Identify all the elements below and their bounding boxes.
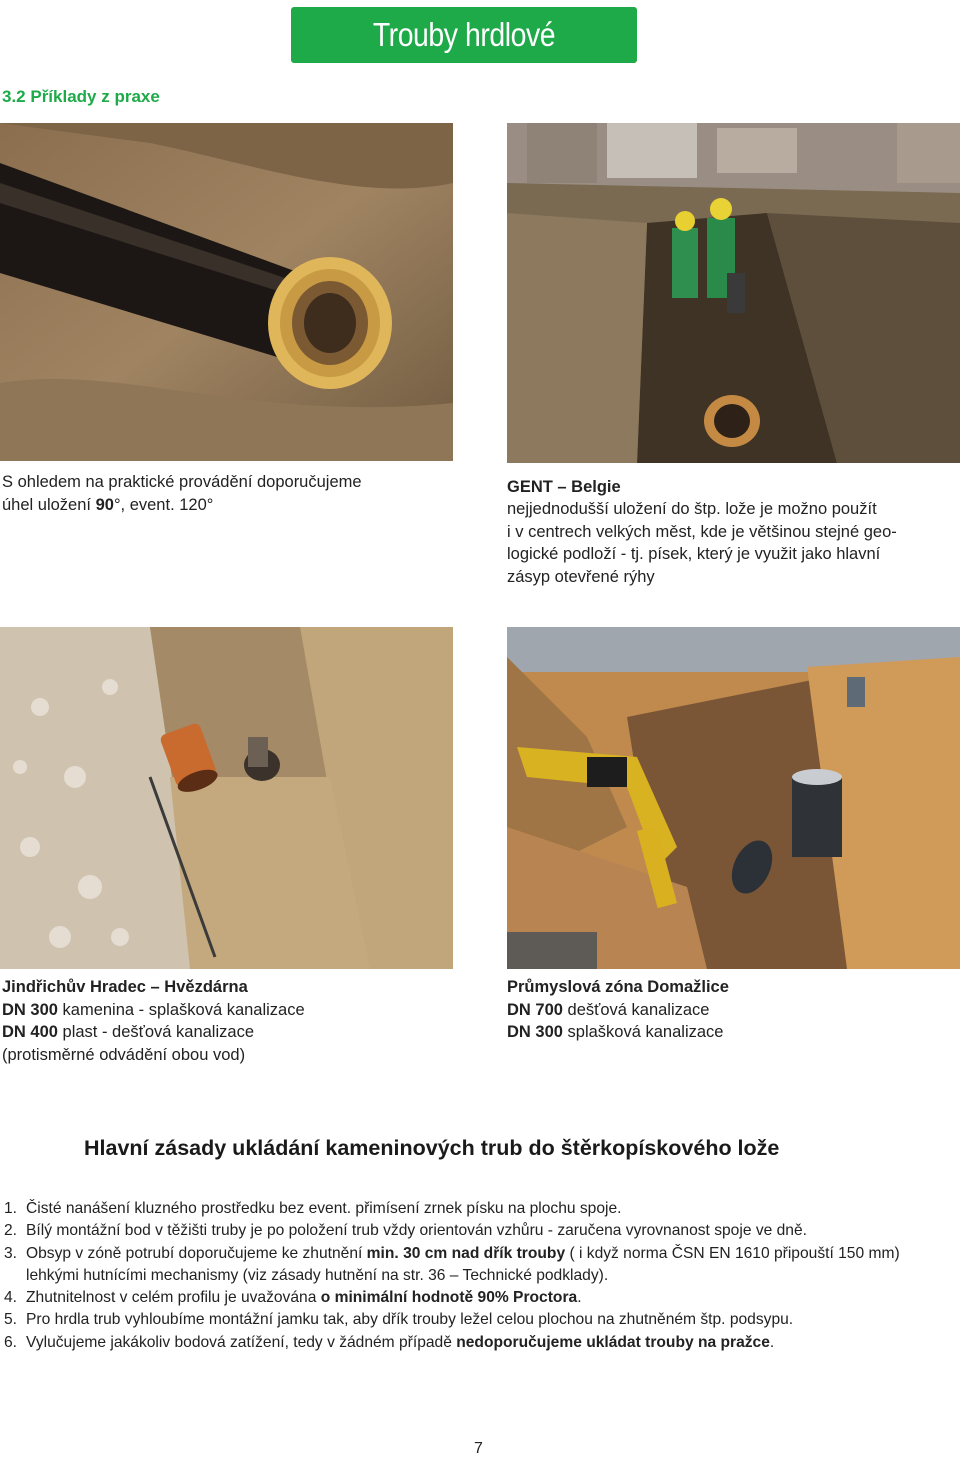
domazlice-trench-photo (507, 627, 960, 969)
gent-trench-photo (507, 123, 960, 463)
domazlice-caption-line: DN 300 splašková kanalizace (507, 1023, 724, 1041)
domazlice-caption-title: Průmyslová zóna Domažlice (507, 978, 729, 996)
domazlice-caption-line: DN 700 dešťová kanalizace (507, 1000, 710, 1019)
hradec-caption-line: DN 300 kamenina - splašková kanalizace (2, 1000, 305, 1019)
hradec-caption (2, 976, 442, 1066)
domazlice-caption (507, 976, 947, 1044)
section-heading: 3.2 Příklady z praxe (2, 87, 160, 106)
principles-list (4, 1198, 956, 1354)
page-number: 7 (474, 1440, 483, 1457)
principles-title: Hlavní zásady ukládání kameninových trub do štěrkopískového lože (84, 1136, 780, 1160)
list-item: 6. Vylučujeme jakákoliv bodová zatížení, tedy v žádném případě nedoporučujeme ukládat trouby na pražce. (4, 1333, 775, 1351)
page-title: Trouby hrdlové (372, 16, 556, 53)
list-item: 1. Čisté nanášení kluzného prostředku bez event. přimísení zrnek písku na plochu spoje. (4, 1200, 622, 1217)
hradec-caption-title: Jindřichův Hradec – Hvězdárna (2, 978, 248, 996)
gent-caption-line: nejjednodušší uložení do štp. lože je možno použít (507, 500, 877, 519)
list-item: 4. Zhutnitelnost v celém profilu je uvažována o minimální hodnotě 90% Proctora. (4, 1289, 582, 1307)
pipe-caption-line2: úhel uložení 90°, event. 120° (2, 495, 214, 514)
gent-caption-line: i v centrech velkých měst, kde je většinou stejné geo- (507, 522, 897, 541)
list-item: 3. Obsyp v zóně potrubí doporučujeme ke zhutnění min. 30 cm nad dřík trouby ( i když norma ČSN EN 1610 připouští 150 mm) lehkými hutnícími mechanismy (viz zásady hutnění na str. 36 – Technické podklady). (4, 1244, 900, 1284)
list-item: 5. Pro hrdla trub vyhloubíme montážní jamku tak, aby dřík trouby ležel celou plochou na zhutněném štp. podsypu. (4, 1311, 794, 1329)
hradec-trench-photo (0, 627, 453, 969)
pipe-caption (2, 471, 442, 516)
page-title-banner (291, 7, 637, 63)
gent-caption-title: GENT – Belgie (507, 478, 621, 496)
list-item: 2. Bílý montážní bod v těžišti truby je po položení trub vždy orientován vzhůru - zaručena vyrovnanost spoje ve dně. (4, 1222, 807, 1240)
hradec-caption-line: DN 400 plast - dešťová kanalizace (2, 1023, 254, 1041)
pipe-photo (0, 123, 453, 461)
hradec-caption-line: (protisměrné odvádění obou vod) (2, 1045, 246, 1064)
gent-caption-line: zásyp otevřené rýhy (507, 567, 655, 586)
gent-caption (507, 476, 957, 588)
gent-caption-line: logické podloží - tj. písek, který je využit jako hlavní (507, 545, 881, 564)
pipe-caption-line1: S ohledem na praktické provádění doporučujeme (2, 473, 362, 491)
